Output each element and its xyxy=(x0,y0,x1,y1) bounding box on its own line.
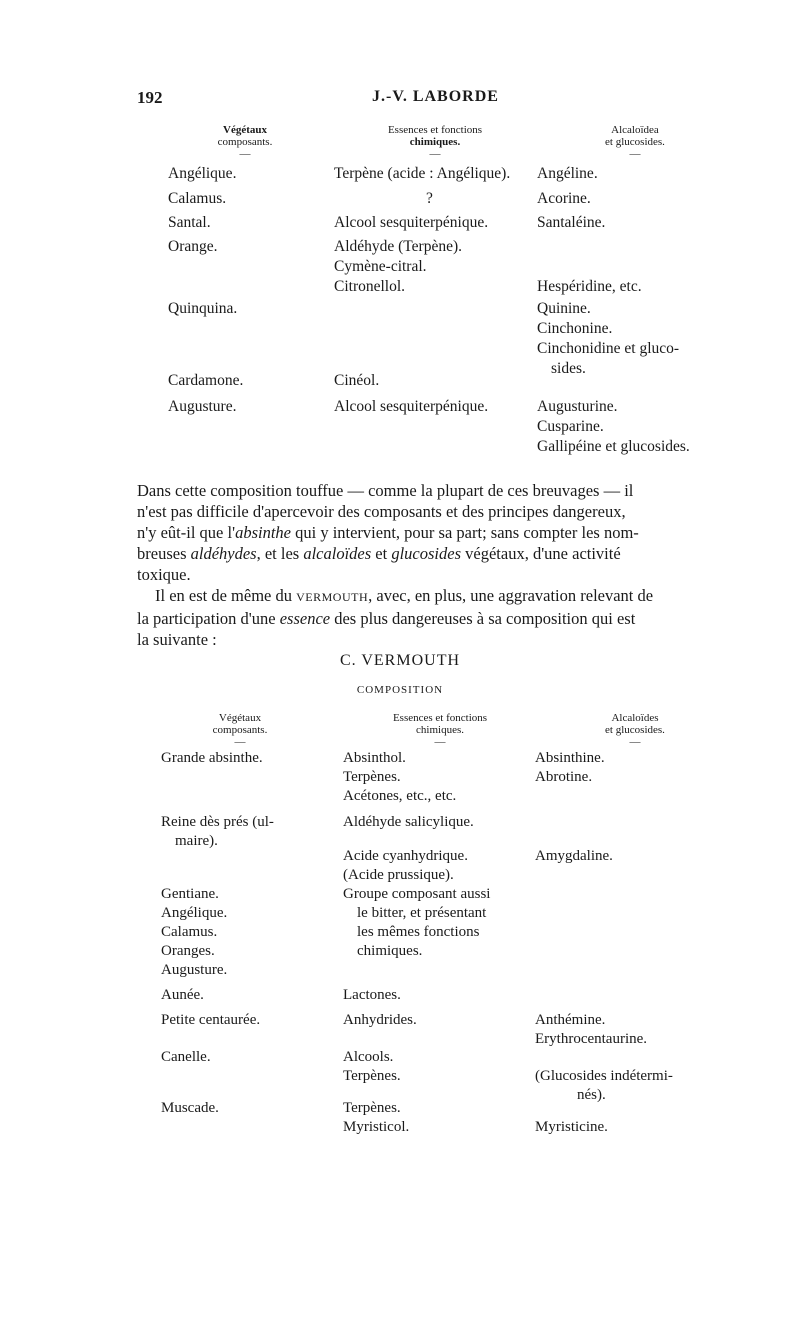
section-subtitle: COMPOSITION xyxy=(356,684,444,696)
paragraph-line: Dans cette composition touffue — comme la plupart de ces breuvages — il xyxy=(137,481,634,500)
header-dash: — xyxy=(429,148,441,160)
essence-name: Acétones, etc., etc. xyxy=(343,788,457,804)
header-line: composants. xyxy=(217,136,273,148)
header-line: et glucosides. xyxy=(605,724,665,736)
essence-name: Citronellol. xyxy=(334,278,406,295)
header-line: Végétaux xyxy=(218,712,262,724)
essence-name: Cymène-citral. xyxy=(334,258,427,275)
plant-name: Canelle. xyxy=(161,1049,211,1065)
text-run: qui y intervient, pour sa part; sans compter les nom- xyxy=(290,523,639,542)
plant-name: Augusture. xyxy=(168,398,237,415)
header-line: composants. xyxy=(212,724,268,736)
text-run: des plus dangereuses à sa composition qui est xyxy=(330,609,636,628)
header-line: chimiques. xyxy=(409,136,461,148)
plant-name: Muscade. xyxy=(161,1100,219,1116)
alkaloid-name: Angéline. xyxy=(537,165,598,182)
essence-name: Terpène (acide : Angélique). xyxy=(334,165,511,182)
essence-name: Lactones. xyxy=(343,987,401,1003)
plant-name: Aunée. xyxy=(161,987,204,1003)
header-line: chimiques. xyxy=(416,724,464,736)
plant-name: Quinquina. xyxy=(168,300,238,317)
essence-name: (Acide prussique). xyxy=(343,867,454,883)
alkaloid-name: sides. xyxy=(551,360,586,377)
plant-name: Augusture. xyxy=(161,962,228,978)
essence-name: Terpènes. xyxy=(343,769,401,785)
alkaloid-name: Augusturine. xyxy=(537,398,618,415)
plant-name: Calamus. xyxy=(168,190,227,207)
plant-name: Santal. xyxy=(168,214,211,231)
small-caps-term: VERMOUTH xyxy=(296,590,369,604)
text-run: et xyxy=(371,544,392,563)
header-line: Végétaux xyxy=(223,124,267,136)
alkaloid-name: Quinine. xyxy=(537,300,591,317)
text-run: Il en est de même du xyxy=(155,586,297,605)
text-run: , et les xyxy=(256,544,304,563)
alkaloid-name: Cusparine. xyxy=(537,418,604,435)
text-run: breuses xyxy=(137,544,191,563)
plant-name: Reine dès prés (ul- xyxy=(161,814,274,830)
plant-name: Petite centaurée. xyxy=(161,1012,261,1028)
header-line: Alcaloïdes xyxy=(611,712,659,724)
plant-name: Calamus. xyxy=(161,924,218,940)
header-dash: — xyxy=(434,736,446,748)
text-run: végétaux, d'une activité xyxy=(461,544,621,563)
table2-header-alkaloids xyxy=(575,712,695,748)
essence-name: Terpènes. xyxy=(343,1100,401,1116)
essence-name: Aldéhyde (Terpène). xyxy=(334,238,463,255)
table2-header-plants xyxy=(185,712,295,748)
alkaloid-name: Abrotine. xyxy=(535,769,593,785)
table1-header-essences xyxy=(355,124,515,160)
alkaloid-name: Myristicine. xyxy=(535,1119,608,1135)
italic-term: absinthe xyxy=(235,523,291,542)
plant-name: Oranges. xyxy=(161,943,215,959)
table2-header-essences xyxy=(360,712,520,748)
plant-name: Gentiane. xyxy=(161,886,219,902)
alkaloid-name: Amygdaline. xyxy=(535,848,613,864)
paragraph-line: n'est pas difficile d'apercevoir des composants et des principes dangereux, xyxy=(137,502,626,521)
alkaloid-name: Erythrocentaurine. xyxy=(535,1031,648,1047)
italic-term: glucosides xyxy=(391,544,462,563)
table-row xyxy=(168,164,236,184)
essence-name: Alcool sesquiterpénique. xyxy=(334,398,489,415)
plant-name: Angélique. xyxy=(168,165,237,182)
header-line: et glucosides. xyxy=(605,136,665,148)
alkaloid-name: Cinchonidine et gluco- xyxy=(537,340,680,357)
essence-name: le bitter, et présentant xyxy=(357,905,487,921)
alkaloid-name: Santaléine. xyxy=(537,214,606,231)
plant-name: Angélique. xyxy=(161,905,228,921)
paragraph-line: la suivante : xyxy=(137,630,217,649)
essence-name: les mêmes fonctions xyxy=(357,924,480,940)
header-line: Essences et fonctions xyxy=(387,124,483,136)
header-dash: — xyxy=(629,736,641,748)
body-paragraph xyxy=(137,585,740,650)
alkaloid-name: Anthémine. xyxy=(535,1012,606,1028)
plant-name: Grande absinthe. xyxy=(161,750,263,766)
header-line: Alcaloïdea xyxy=(611,124,659,136)
table1-header-alkaloids xyxy=(575,124,695,160)
essence-name: Alcools. xyxy=(343,1049,394,1065)
alkaloid-name: Absinthine. xyxy=(535,750,605,766)
alkaloid-name: Acorine. xyxy=(537,190,591,207)
header-dash: — xyxy=(629,148,641,160)
essence-name: Acide cyanhydrique. xyxy=(343,848,468,864)
essence-name: Aldéhyde salicylique. xyxy=(343,814,474,830)
plant-name: maire). xyxy=(175,833,218,849)
alkaloid-name: Cinchonine. xyxy=(537,320,613,337)
paragraph-line: toxique. xyxy=(137,565,191,584)
essence-name: Myristicol. xyxy=(343,1119,410,1135)
essence-name: Terpènes. xyxy=(343,1068,401,1084)
essence-name: Anhydrides. xyxy=(343,1012,417,1028)
plant-name: Cardamone. xyxy=(168,372,244,389)
text-run: n'y eût-il que l' xyxy=(137,523,236,542)
header-dash: — xyxy=(234,736,246,748)
text-run: la participation d'une xyxy=(137,609,280,628)
essence-name: ? xyxy=(426,190,433,207)
section-title: C. VERMOUTH xyxy=(339,652,461,669)
plant-name: Orange. xyxy=(168,238,218,255)
essence-name: Absinthol. xyxy=(343,750,406,766)
table1-header-plants xyxy=(190,124,300,160)
alkaloid-name: nés). xyxy=(577,1087,606,1103)
italic-term: alcaloïdes xyxy=(303,544,372,563)
essence-name: chimiques. xyxy=(357,943,423,959)
body-paragraph xyxy=(137,480,740,585)
text-run: , avec, en plus, une aggravation relevant de xyxy=(368,586,654,605)
italic-term: aldéhydes xyxy=(190,544,257,563)
alkaloid-name: Hespéridine, etc. xyxy=(537,278,642,295)
header-dash: — xyxy=(239,148,251,160)
alkaloid-name: Gallipéine et glucosides. xyxy=(537,438,690,455)
essence-name: Groupe composant aussi xyxy=(343,886,491,902)
essence-name: Cinéol. xyxy=(334,372,380,389)
italic-term: essence xyxy=(279,609,331,628)
page-number: 192 xyxy=(137,88,163,107)
alkaloid-name: (Glucosides indétermi- xyxy=(535,1068,673,1084)
header-line: Essences et fonctions xyxy=(392,712,488,724)
essence-name: Alcool sesquiterpénique. xyxy=(334,214,489,231)
running-title: J.-V. LABORDE xyxy=(372,88,499,105)
